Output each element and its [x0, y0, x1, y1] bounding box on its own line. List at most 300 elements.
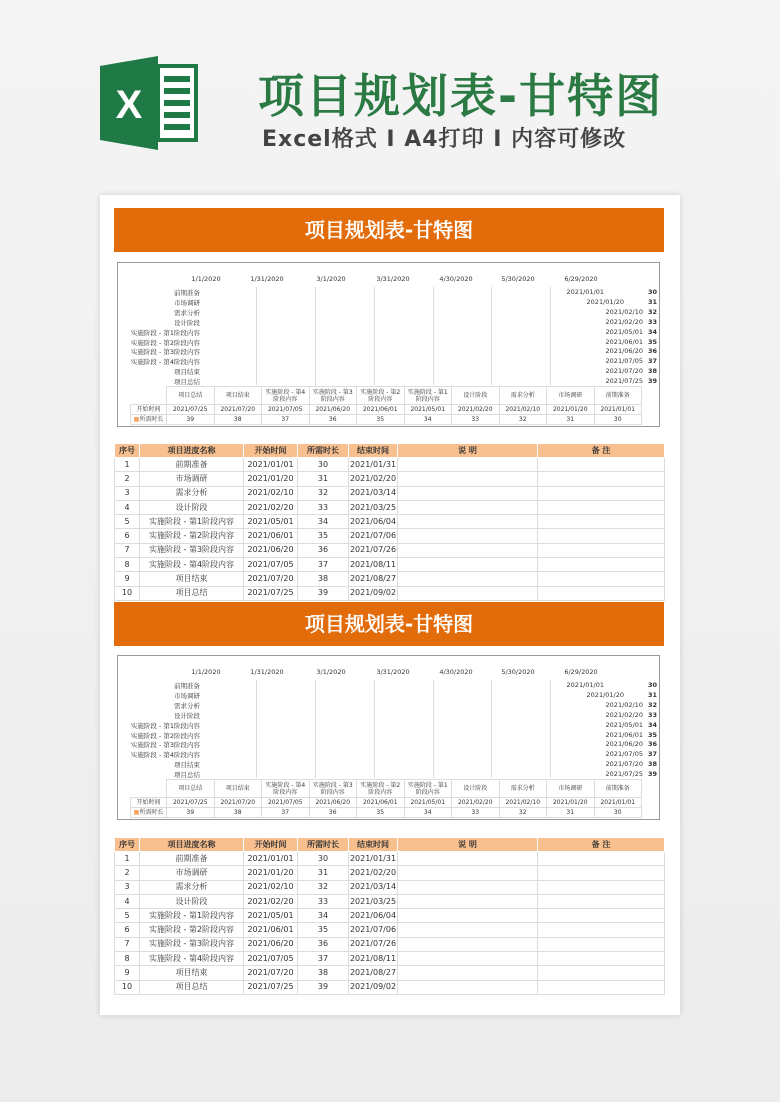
axis-tick-label: 5/30/2020 — [501, 668, 535, 676]
table-cell[interactable]: 设计阶段 — [140, 500, 244, 514]
bar-date-label: 2021/02/20 — [605, 317, 643, 326]
bar-date-label: 2021/07/20 — [605, 367, 643, 376]
row-label: 实施阶段 - 第3阶段内容 — [130, 741, 200, 750]
bar-value-label: 31 — [647, 690, 657, 699]
duration-value: 36 — [309, 415, 357, 425]
row-label: 需求分析 — [174, 308, 200, 317]
bar-value-label: 35 — [647, 730, 657, 739]
project-table — [114, 443, 665, 601]
table-cell[interactable]: 2021/09/02 — [349, 586, 398, 600]
bar-date-label: 2021/07/05 — [605, 750, 643, 759]
bar-date-label: 2021/07/25 — [605, 770, 643, 779]
table-cell[interactable] — [398, 980, 538, 994]
axis-tick-label: 3/31/2020 — [376, 275, 410, 283]
table-cell[interactable]: 39 — [298, 586, 349, 600]
table-cell[interactable] — [398, 458, 538, 472]
column-header: 结束时间 — [349, 838, 398, 852]
table-cell[interactable]: 实施阶段 - 第2阶段内容 — [140, 923, 244, 937]
column-header: 所需时长 — [298, 838, 349, 852]
legend-marker-icon: ■ — [133, 809, 140, 816]
row-label: 实施阶段 - 第1阶段内容 — [130, 328, 200, 337]
table-cell[interactable]: 需求分析 — [140, 486, 244, 500]
table-cell[interactable]: 37 — [298, 952, 349, 966]
gridline — [374, 287, 375, 385]
gridline — [256, 680, 257, 778]
duration-value: 32 — [499, 808, 547, 818]
table-cell[interactable] — [538, 952, 665, 966]
table-cell[interactable]: 34 — [298, 515, 349, 529]
table-row — [115, 543, 665, 557]
column-header: 开始时间 — [244, 838, 298, 852]
start-value: 2021/06/20 — [309, 405, 357, 415]
start-value: 2021/07/25 — [167, 405, 215, 415]
table-cell[interactable]: 6 — [115, 529, 140, 543]
table-row — [115, 515, 665, 529]
table-row — [115, 937, 665, 951]
table-cell[interactable]: 2021/03/25 — [349, 894, 398, 908]
chart-data-table — [130, 386, 642, 425]
section-banner: 项目规划表-甘特图 — [114, 208, 664, 252]
start-value: 2021/07/05 — [262, 405, 310, 415]
table-cell[interactable]: 2021/06/20 — [244, 543, 298, 557]
chart-table-header: 设计阶段 — [452, 387, 500, 405]
table-cell[interactable]: 2021/08/27 — [349, 572, 398, 586]
table-row — [115, 472, 665, 486]
bar-date-label: 2021/05/01 — [605, 327, 643, 336]
row-label: 实施阶段 - 第3阶段内容 — [130, 348, 200, 357]
table-cell[interactable]: 2021/08/11 — [349, 558, 398, 572]
row-label: 设计阶段 — [174, 711, 200, 720]
table-cell[interactable] — [398, 500, 538, 514]
table-cell[interactable]: 3 — [115, 486, 140, 500]
table-cell[interactable] — [398, 515, 538, 529]
table-cell[interactable]: 设计阶段 — [140, 894, 244, 908]
table-cell[interactable] — [538, 543, 665, 557]
table-cell[interactable]: 市场调研 — [140, 472, 244, 486]
table-cell[interactable]: 10 — [115, 586, 140, 600]
table-cell[interactable]: 2021/07/20 — [244, 966, 298, 980]
bar-value-label: 39 — [647, 770, 657, 779]
table-cell[interactable]: 2 — [115, 472, 140, 486]
table-cell[interactable] — [538, 515, 665, 529]
table-cell[interactable]: 37 — [298, 558, 349, 572]
column-header: 开始时间 — [244, 444, 298, 458]
table-cell[interactable] — [398, 966, 538, 980]
start-value: 2021/02/10 — [499, 798, 547, 808]
table-cell[interactable]: 36 — [298, 937, 349, 951]
table-row — [115, 486, 665, 500]
table-cell[interactable]: 1 — [115, 852, 140, 866]
table-cell[interactable]: 35 — [298, 923, 349, 937]
table-cell[interactable]: 9 — [115, 966, 140, 980]
column-header: 项目进度名称 — [140, 838, 244, 852]
table-cell[interactable]: 4 — [115, 500, 140, 514]
row-label: 实施阶段 - 第4阶段内容 — [130, 751, 200, 760]
start-value: 2021/07/25 — [167, 798, 215, 808]
table-cell[interactable] — [538, 880, 665, 894]
chart-table-header: 实施阶段 - 第4阶段内容 — [262, 780, 310, 798]
axis-tick-label: 6/29/2020 — [564, 275, 598, 283]
start-value: 2021/01/20 — [547, 798, 595, 808]
table-cell[interactable]: 2021/06/01 — [244, 923, 298, 937]
column-header: 备 注 — [538, 444, 665, 458]
duration-value: 39 — [167, 415, 215, 425]
chart-table-header: 市场调研 — [547, 780, 595, 798]
start-value: 2021/02/20 — [452, 405, 500, 415]
table-cell[interactable] — [398, 572, 538, 586]
chart-table-header: 项目总结 — [167, 387, 215, 405]
bar-value-label: 36 — [647, 347, 657, 356]
table-cell[interactable]: 10 — [115, 980, 140, 994]
bar-value-label: 33 — [647, 317, 657, 326]
table-cell[interactable] — [538, 980, 665, 994]
chart-table-header: 需求分析 — [499, 780, 547, 798]
table-cell[interactable]: 项目结束 — [140, 572, 244, 586]
axis-tick-label: 1/1/2020 — [191, 668, 221, 676]
table-cell[interactable]: 2021/08/27 — [349, 966, 398, 980]
table-cell[interactable]: 2021/05/01 — [244, 909, 298, 923]
bar-date-label: 2021/06/01 — [605, 337, 643, 346]
table-cell[interactable]: 2021/06/20 — [244, 937, 298, 951]
axis-tick-label: 3/31/2020 — [376, 668, 410, 676]
bar-date-label: 2021/01/01 — [566, 288, 604, 296]
table-cell[interactable]: 实施阶段 - 第4阶段内容 — [140, 558, 244, 572]
bar-date-label: 2021/07/25 — [605, 377, 643, 386]
table-cell[interactable]: 33 — [298, 894, 349, 908]
page-subtitle: Excel格式 I A4打印 I 内容可修改 — [262, 127, 627, 152]
table-cell[interactable]: 市场调研 — [140, 866, 244, 880]
table-cell[interactable]: 3 — [115, 880, 140, 894]
table-cell[interactable]: 32 — [298, 486, 349, 500]
table-cell[interactable]: 2021/07/26 — [349, 543, 398, 557]
table-cell[interactable] — [538, 894, 665, 908]
chart-table-header: 实施阶段 - 第2阶段内容 — [357, 780, 405, 798]
chart-table-header: 前期准备 — [594, 387, 642, 405]
table-cell[interactable]: 31 — [298, 472, 349, 486]
table-cell[interactable]: 1 — [115, 458, 140, 472]
chart-table-header: 实施阶段 - 第1阶段内容 — [404, 780, 452, 798]
bar-date-label: 2021/01/01 — [566, 681, 604, 689]
duration-value: 38 — [214, 808, 262, 818]
duration-label: 所需时长 — [139, 809, 164, 816]
table-cell[interactable]: 33 — [298, 500, 349, 514]
bar-value-label: 31 — [647, 297, 657, 306]
table-cell[interactable]: 2021/07/20 — [244, 572, 298, 586]
table-cell[interactable]: 2021/03/14 — [349, 880, 398, 894]
table-cell[interactable]: 前期准备 — [140, 852, 244, 866]
duration-value: 32 — [499, 415, 547, 425]
table-cell[interactable] — [538, 923, 665, 937]
axis-tick-label: 5/30/2020 — [501, 275, 535, 283]
table-cell[interactable]: 34 — [298, 909, 349, 923]
table-cell[interactable]: 实施阶段 - 第1阶段内容 — [140, 909, 244, 923]
table-cell[interactable]: 项目总结 — [140, 586, 244, 600]
duration-value: 37 — [262, 808, 310, 818]
table-cell[interactable]: 31 — [298, 866, 349, 880]
gridline — [550, 680, 551, 778]
bar-value-label: 38 — [647, 760, 657, 769]
table-cell[interactable]: 9 — [115, 572, 140, 586]
row-label: 前期准备 — [174, 289, 200, 297]
table-cell[interactable]: 2021/07/06 — [349, 923, 398, 937]
table-cell[interactable]: 2021/07/05 — [244, 558, 298, 572]
table-cell[interactable] — [398, 909, 538, 923]
table-row — [115, 980, 665, 994]
table-cell[interactable]: 2021/06/01 — [244, 529, 298, 543]
table-cell[interactable] — [538, 586, 665, 600]
table-cell[interactable] — [538, 558, 665, 572]
duration-value: 37 — [262, 415, 310, 425]
table-cell[interactable]: 实施阶段 - 第3阶段内容 — [140, 543, 244, 557]
legend-marker-icon: ■ — [133, 416, 140, 423]
duration-value: 34 — [404, 808, 452, 818]
column-header: 结束时间 — [349, 444, 398, 458]
table-cell[interactable]: 2021/07/25 — [244, 586, 298, 600]
table-cell[interactable] — [538, 572, 665, 586]
table-cell[interactable] — [398, 937, 538, 951]
table-cell[interactable]: 项目总结 — [140, 980, 244, 994]
axis-tick-label: 1/31/2020 — [250, 275, 284, 283]
table-cell[interactable] — [538, 458, 665, 472]
table-cell[interactable]: 实施阶段 - 第1阶段内容 — [140, 515, 244, 529]
chart-table-header: 实施阶段 - 第3阶段内容 — [309, 780, 357, 798]
table-cell[interactable] — [398, 543, 538, 557]
table-row — [115, 880, 665, 894]
table-cell[interactable]: 2021/02/20 — [244, 894, 298, 908]
table-cell[interactable]: 2021/05/01 — [244, 515, 298, 529]
row-label: 实施阶段 - 第2阶段内容 — [130, 338, 200, 347]
row-label: 项目总结 — [174, 771, 200, 780]
bar-value-label: 33 — [647, 710, 657, 719]
gridline — [550, 287, 551, 385]
table-row — [115, 952, 665, 966]
table-cell[interactable]: 35 — [298, 529, 349, 543]
table-cell[interactable]: 2021/07/26 — [349, 937, 398, 951]
table-cell[interactable]: 38 — [298, 572, 349, 586]
table-cell[interactable] — [398, 586, 538, 600]
chart-table-header: 需求分析 — [499, 387, 547, 405]
duration-value: 34 — [404, 415, 452, 425]
table-cell[interactable] — [398, 486, 538, 500]
gridline — [315, 287, 316, 385]
gridline — [433, 680, 434, 778]
table-cell[interactable] — [538, 909, 665, 923]
table-cell[interactable]: 项目结束 — [140, 966, 244, 980]
table-cell[interactable]: 2021/09/02 — [349, 980, 398, 994]
row-label: 项目结束 — [174, 761, 200, 770]
table-cell[interactable]: 2021/01/20 — [244, 472, 298, 486]
table-cell[interactable]: 4 — [115, 894, 140, 908]
table-cell[interactable]: 2021/01/31 — [349, 852, 398, 866]
table-cell[interactable]: 2021/02/20 — [244, 500, 298, 514]
bar-value-label: 37 — [647, 750, 657, 759]
start-value: 2021/07/20 — [214, 405, 262, 415]
bar-date-label: 2021/01/20 — [586, 297, 624, 306]
bar-value-label: 36 — [647, 740, 657, 749]
chart-table-header: 实施阶段 - 第3阶段内容 — [309, 387, 357, 405]
table-row — [115, 529, 665, 543]
column-header: 备 注 — [538, 838, 665, 852]
duration-value: 35 — [357, 415, 405, 425]
row-label: 项目结束 — [174, 368, 200, 377]
column-header: 说 明 — [398, 838, 538, 852]
table-cell[interactable] — [398, 923, 538, 937]
duration-value: 39 — [167, 808, 215, 818]
table-cell[interactable] — [398, 952, 538, 966]
table-cell[interactable] — [538, 529, 665, 543]
table-row — [115, 458, 665, 472]
gridline — [491, 680, 492, 778]
table-cell[interactable]: 7 — [115, 937, 140, 951]
table-cell[interactable]: 36 — [298, 543, 349, 557]
table-cell[interactable]: 2021/02/10 — [244, 486, 298, 500]
start-value: 2021/01/01 — [594, 405, 642, 415]
table-row — [115, 909, 665, 923]
bar-value-label: 35 — [647, 337, 657, 346]
chart-table-header: 市场调研 — [547, 387, 595, 405]
excel-logo-icon — [100, 56, 198, 150]
table-cell[interactable]: 2021/07/06 — [349, 529, 398, 543]
table-cell[interactable]: 2021/02/10 — [244, 880, 298, 894]
table-cell[interactable]: 2021/02/20 — [349, 472, 398, 486]
table-cell[interactable] — [398, 866, 538, 880]
table-cell[interactable]: 2021/06/04 — [349, 909, 398, 923]
chart-table-header: 实施阶段 - 第1阶段内容 — [404, 387, 452, 405]
table-cell[interactable]: 2021/08/11 — [349, 952, 398, 966]
axis-tick-label: 6/29/2020 — [564, 668, 598, 676]
start-value: 2021/06/20 — [309, 798, 357, 808]
start-value: 2021/07/05 — [262, 798, 310, 808]
start-value: 2021/01/01 — [594, 798, 642, 808]
table-cell[interactable]: 2021/01/20 — [244, 866, 298, 880]
section-banner: 项目规划表-甘特图 — [114, 602, 664, 646]
bar-date-label: 2021/07/05 — [605, 357, 643, 366]
row-label: 设计阶段 — [174, 318, 200, 327]
table-cell[interactable] — [538, 852, 665, 866]
row-label: 实施阶段 - 第1阶段内容 — [130, 721, 200, 730]
table-cell[interactable]: 30 — [298, 458, 349, 472]
table-cell[interactable] — [398, 852, 538, 866]
start-value: 2021/05/01 — [404, 798, 452, 808]
axis-tick-label: 1/1/2020 — [191, 275, 221, 283]
row-label: 前期准备 — [174, 682, 200, 690]
table-cell[interactable]: 8 — [115, 952, 140, 966]
page-title: 项目规划表-甘特图 — [258, 69, 664, 123]
bar-date-label: 2021/01/20 — [586, 690, 624, 699]
table-cell[interactable]: 2021/03/25 — [349, 500, 398, 514]
bar-value-label: 32 — [647, 307, 657, 316]
table-cell[interactable]: 7 — [115, 543, 140, 557]
column-header: 序号 — [115, 838, 140, 852]
project-table — [114, 837, 665, 995]
gantt-chart — [117, 655, 660, 820]
gridline — [256, 287, 257, 385]
axis-tick-label: 3/1/2020 — [316, 668, 346, 676]
axis-tick-label: 3/1/2020 — [316, 275, 346, 283]
column-header: 所需时长 — [298, 444, 349, 458]
gridline — [433, 287, 434, 385]
duration-value: 33 — [452, 808, 500, 818]
column-header: 项目进度名称 — [140, 444, 244, 458]
chart-table-header: 实施阶段 - 第4阶段内容 — [262, 387, 310, 405]
table-cell[interactable]: 前期准备 — [140, 458, 244, 472]
table-cell[interactable] — [538, 500, 665, 514]
start-value: 2021/02/20 — [452, 798, 500, 808]
duration-value: 36 — [309, 808, 357, 818]
table-cell[interactable]: 2021/07/05 — [244, 952, 298, 966]
table-cell[interactable]: 实施阶段 - 第3阶段内容 — [140, 937, 244, 951]
table-cell[interactable]: 2021/01/01 — [244, 458, 298, 472]
start-value: 2021/07/20 — [214, 798, 262, 808]
table-cell[interactable] — [538, 966, 665, 980]
table-cell[interactable]: 32 — [298, 880, 349, 894]
duration-value: 31 — [547, 415, 595, 425]
column-header: 序号 — [115, 444, 140, 458]
bar-value-label: 30 — [647, 288, 657, 296]
table-row — [115, 866, 665, 880]
table-cell[interactable]: 2021/01/01 — [244, 852, 298, 866]
table-cell[interactable] — [538, 937, 665, 951]
table-cell[interactable]: 2 — [115, 866, 140, 880]
gridline — [315, 680, 316, 778]
table-cell[interactable] — [398, 472, 538, 486]
table-row — [115, 852, 665, 866]
table-cell[interactable]: 6 — [115, 923, 140, 937]
axis-tick-label: 4/30/2020 — [439, 668, 473, 676]
duration-value: 38 — [214, 415, 262, 425]
duration-value: 30 — [594, 808, 642, 818]
table-cell[interactable] — [538, 472, 665, 486]
table-cell[interactable]: 38 — [298, 966, 349, 980]
table-cell[interactable]: 2021/07/25 — [244, 980, 298, 994]
table-cell[interactable] — [398, 880, 538, 894]
table-cell[interactable] — [538, 486, 665, 500]
table-row — [115, 558, 665, 572]
bar-value-label: 34 — [647, 720, 657, 729]
table-cell[interactable]: 需求分析 — [140, 880, 244, 894]
table-cell[interactable] — [398, 529, 538, 543]
svg-text:X: X — [115, 83, 143, 127]
table-cell[interactable] — [398, 894, 538, 908]
axis-tick-label: 4/30/2020 — [439, 275, 473, 283]
row-label: 需求分析 — [174, 701, 200, 710]
table-cell[interactable]: 实施阶段 - 第2阶段内容 — [140, 529, 244, 543]
table-cell[interactable]: 实施阶段 - 第4阶段内容 — [140, 952, 244, 966]
table-cell[interactable]: 39 — [298, 980, 349, 994]
start-value: 2021/06/01 — [357, 798, 405, 808]
row-label: 项目总结 — [174, 378, 200, 387]
table-cell[interactable] — [538, 866, 665, 880]
table-row — [115, 923, 665, 937]
table-cell[interactable]: 2021/03/14 — [349, 486, 398, 500]
column-header: 说 明 — [398, 444, 538, 458]
bar-date-label: 2021/02/20 — [605, 710, 643, 719]
chart-data-table — [130, 779, 642, 818]
table-cell[interactable]: 5 — [115, 515, 140, 529]
table-cell[interactable]: 2021/06/04 — [349, 515, 398, 529]
start-value: 2021/01/20 — [547, 405, 595, 415]
table-cell[interactable]: 30 — [298, 852, 349, 866]
bar-date-label: 2021/06/20 — [605, 347, 643, 356]
bar-date-label: 2021/02/10 — [605, 700, 643, 709]
table-cell[interactable]: 5 — [115, 909, 140, 923]
table-cell[interactable]: 2021/01/31 — [349, 458, 398, 472]
table-cell[interactable] — [398, 558, 538, 572]
row-label: 市场调研 — [174, 691, 200, 700]
table-cell[interactable]: 8 — [115, 558, 140, 572]
start-label: 开始时间 — [131, 798, 167, 808]
table-cell[interactable]: 2021/02/20 — [349, 866, 398, 880]
